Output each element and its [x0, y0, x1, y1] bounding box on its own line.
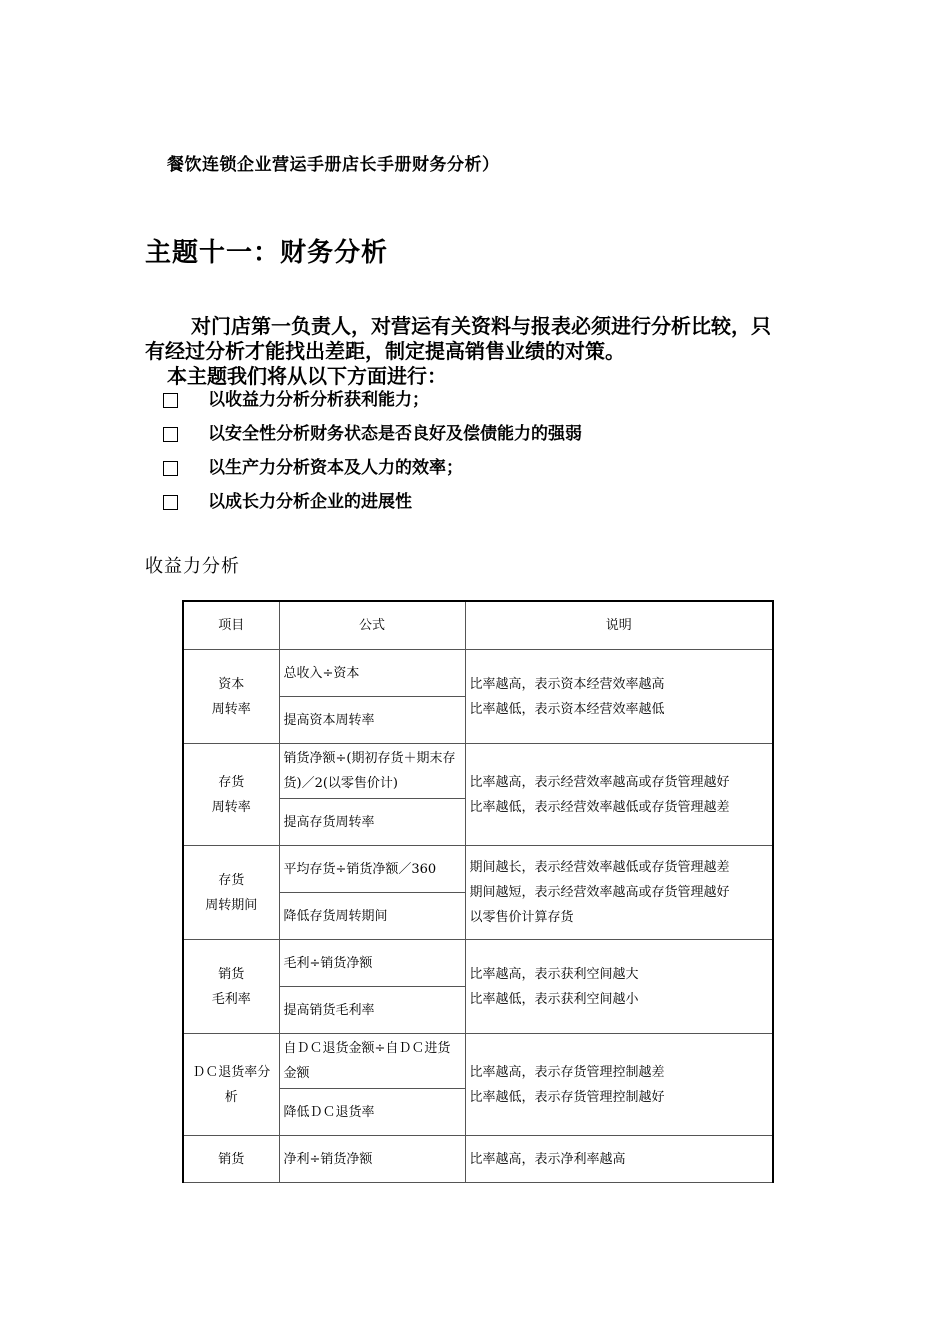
item-name: 周转率: [211, 799, 251, 815]
item-cell: [183, 650, 279, 744]
description-line: 期间越短，表示经营效率越高或存货管理越好: [469, 885, 730, 900]
checkbox-icon: [163, 427, 178, 442]
intro-lead-in: 本主题我们将从以下方面进行：: [167, 364, 447, 388]
formula-cell: 销货净额÷(期初存货＋期末存货)／2(以零售价计): [279, 744, 465, 799]
description-line: 比率越高，表示获利空间越大: [469, 966, 639, 982]
table-row: [183, 744, 773, 799]
item-name: 周转率: [211, 701, 251, 717]
description-line: 比率越高，表示存货管理控制越差: [469, 1064, 665, 1080]
description-cell: [465, 744, 773, 846]
description-line: 比率越低，表示获利空间越小: [469, 991, 639, 1007]
formula-cell: 毛利÷销货净额: [279, 940, 465, 987]
improvement-cell: 提高存货周转率: [279, 799, 465, 846]
description-cell: [465, 1136, 773, 1183]
table-row: [183, 846, 773, 893]
item-name: 毛利率: [211, 991, 251, 1007]
description-line: 比率越低，表示资本经营效率越低: [469, 701, 665, 717]
item-name: 周转期间: [205, 897, 258, 913]
table-row: [183, 1034, 773, 1089]
item-name: 析: [224, 1089, 238, 1105]
item-name: 存货: [218, 872, 245, 888]
description-cell: [465, 650, 773, 744]
item-cell: [183, 744, 279, 846]
list-item: [163, 422, 803, 456]
description-line: 比率越高，表示经营效率越高或存货管理越好: [469, 774, 730, 790]
description-cell: [465, 846, 773, 940]
profitability-table: [182, 600, 774, 1183]
formula-cell: 总收入÷资本: [279, 650, 465, 697]
description-line: 比率越低，表示存货管理控制越好: [469, 1089, 665, 1105]
list-item-text: 以安全性分析财务状态是否良好及偿债能力的强弱: [208, 424, 582, 444]
item-cell: [183, 1034, 279, 1136]
table-row: [183, 940, 773, 987]
analysis-aspects-list: [163, 388, 803, 524]
topic-title: 主题十一：财务分析: [145, 238, 389, 268]
improvement-cell: 降低存货周转期间: [279, 893, 465, 940]
description-line: 比率越高，表示净利率越高: [469, 1151, 626, 1167]
item-name: ＤＣ退货率分: [192, 1064, 271, 1080]
column-header-formula: 公式: [279, 601, 465, 650]
intro-text: [145, 314, 785, 389]
table-row: [183, 650, 773, 697]
formula-cell: 自ＤＣ退货金额÷自ＤＣ进货金额: [279, 1034, 465, 1089]
list-item-text: 以收益力分析分析获利能力；: [208, 390, 429, 410]
list-item-text: 以生产力分析资本及人力的效率；: [208, 458, 463, 478]
description-cell: [465, 1034, 773, 1136]
description-line: 比率越高，表示资本经营效率越高: [469, 676, 665, 692]
checkbox-icon: [163, 461, 178, 476]
list-item: [163, 490, 803, 524]
checkbox-icon: [163, 495, 178, 510]
improvement-cell: 降低ＤＣ退货率: [279, 1089, 465, 1136]
column-header-description: 说明: [465, 601, 773, 650]
description-line: 期间越长，表示经营效率越低或存货管理越差: [469, 860, 730, 875]
section-heading: 收益力分析: [145, 556, 240, 577]
list-item: [163, 388, 803, 422]
description-line: 以零售价计算存货: [469, 910, 574, 925]
intro-paragraph: 对门店第一负责人，对营运有关资料与报表必须进行分析比较，只有经过分析才能找出差距，制定提高销售业绩的对策。: [145, 314, 771, 363]
list-item-text: 以成长力分析企业的进展性: [208, 492, 412, 512]
item-cell: [183, 1136, 279, 1183]
table-row: [183, 1136, 773, 1183]
description-cell: [465, 940, 773, 1034]
item-name: 销货: [218, 966, 245, 982]
item-name: 资本: [218, 676, 245, 692]
item-cell: [183, 846, 279, 940]
improvement-cell: 提高资本周转率: [279, 697, 465, 744]
item-name: 存货: [218, 774, 245, 790]
document-header: 餐饮连锁企业营运手册店长手册财务分析）: [167, 155, 500, 175]
list-item: [163, 456, 803, 490]
column-header-item: 项目: [183, 601, 279, 650]
table-header-row: [183, 601, 773, 650]
description-line: 比率越低，表示经营效率越低或存货管理越差: [469, 799, 730, 815]
formula-cell: 平均存货÷销货净额／360: [279, 846, 465, 893]
improvement-cell: 提高销货毛利率: [279, 987, 465, 1034]
item-cell: [183, 940, 279, 1034]
formula-cell: 净利÷销货净额: [279, 1136, 465, 1183]
checkbox-icon: [163, 393, 178, 408]
item-name: 销货: [218, 1151, 245, 1167]
